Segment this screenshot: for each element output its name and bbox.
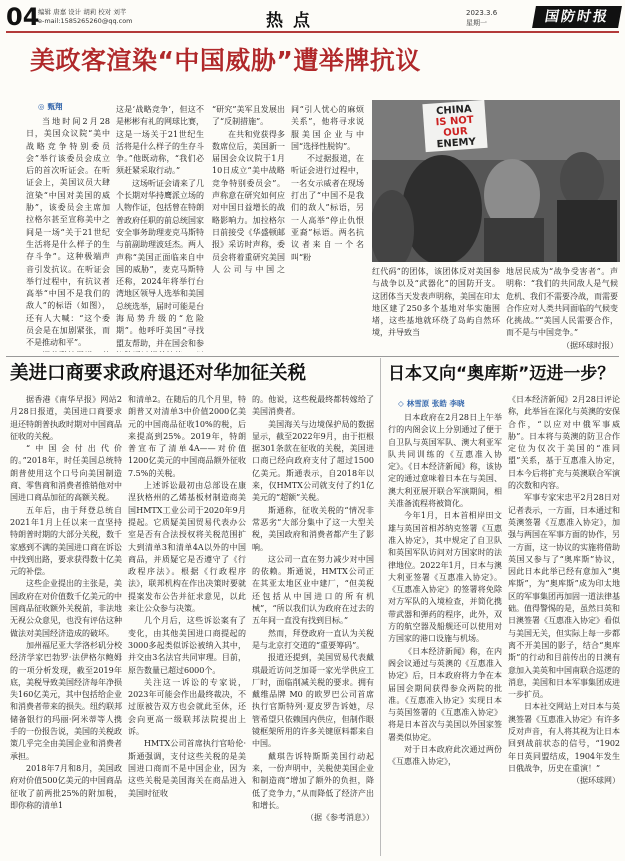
sign-line: IS NOT OUR: [435, 114, 475, 139]
editors-info: [38, 8, 133, 26]
paragraph: 2018年7月和8月，美国政府对价值500亿美元的中国商品征收了前两批25%的附加税，即你称的清单1: [10, 763, 122, 810]
paragraph: 在共和党获得多数席位后，美国新一届国会众议院于1月10日成立“美中战略竞争特别委员会”。声称意在研究如何应对中国日益增长的战略影响力。加拉格尔日前接受《华盛顿邮报》采访时声称，委员会将着重研究美国人公司与中国之间“引人忧心的麻烦关系”，他将寻求说服美国企业与中国“选择性脱钩”。: [212, 105, 364, 274]
sign-line: ENEMY: [436, 136, 477, 151]
paragraph: 这公司一直在努力减少对中国的依赖。斯通说，HMTX公司正在其亚太地区业中建厂，“但美税还包括从中国进口的所有机械”，“所以我们认为政府在过去的五年间一直没有找到目标。”: [252, 554, 374, 626]
paragraph: 五年后，由于拜登总统自2021年1月上任以来一直坚持特朗普时期的大部分关税，数千家感到不满的美国进口商在诉讼中找到出路，要求获得数十亿美元的补偿。: [10, 505, 122, 577]
article1-headline: 美政客渲染“中国威胁”遭举牌抗议: [30, 46, 421, 75]
paragraph: 的。他说，这些税最终都转嫁给了美国消费者。: [252, 395, 374, 417]
paragraph: 军事专家宋忠平2月28日对记者表示，一方面，日本通过和英澳签署《互惠准入协定》，加强与两国在军事方面的协作，另一方面，这一协议的实施将借助英国又参与了“奥库斯”协议，因此日本此举已经有意加入“奥库斯”，为“奥库斯”成为印太地区的军事集团再加固一道法律基础。值得警惕的是，虽然日英和日澳签署《互惠准入协定》看似与美国无关，但实际上每一步都离不开美国的影子，结合“奥库斯”的行动和目前传出的日澳有意加入美英和中国南联合巡逻的消息，美国和日本军事集团成进一步扩员。: [508, 493, 620, 700]
paragraph: 斯通称，征收关税的“情况非常恶劣”大部分集中了这一大型关税，美国政府和消费者都产生了影响。: [252, 505, 374, 552]
editors-line: 编辑 唐嘉 设计 胡莉 校对 刘芊: [38, 8, 127, 16]
paragraph: 《日本经济新闻》称，在内阁会议通过与英澳的《互惠准入协定》后，日本政府将力争在本届国会期间获得参众两院的批准。《互惠准入协定》实现日本与英国签署的《互惠准入协定》将是日本首次与美国以外国家签署类似协定。: [388, 646, 502, 742]
paragraph: 几个月后，这些诉讼案有了变化，由其他美国进口商提起的3000多起类似诉讼被纳入其中，并交由3名法官共同审理。目前，原告数量已超过6000个。: [128, 616, 246, 675]
paragraph: 据香港《南华早报》网站2月28日报道，美国进口商要求退还特朗普执政时期对中国商品征收的关税。: [10, 395, 122, 441]
paragraph: 戴琪告诉特斯斯美国行动起来，一份声明中，关税使美国企业和制造商“增加了额外的负担，降低了竞争力，”从而降低了经济产出和增长。: [252, 751, 374, 810]
article3-headline: 日本又向“奥库斯”迈进一步？: [388, 364, 615, 384]
article1-col1: [26, 116, 110, 352]
issue-date: 2023.3.6: [466, 9, 498, 17]
paragraph: 日本政府在2月28日上午举行的内阁会议上分别通过了便于自卫队与英国军队、澳大利亚军队共同训练的《互惠准入协定》。《日本经济新闻》称，该协定的通过意味着日本在与美国、澳大利亚展开联合军演期间，相关准备流程将被简化。: [388, 413, 502, 509]
paragraph: 然而，拜登政府一直认为关税是与北京打交道的“重要筹码”。: [252, 628, 374, 650]
paragraph: 和清单2。在随后的几个月里，特朗普又对清单3中价值2000亿美元的中国商品征收10%的税，后来提高到25%。2019年，特朗普宣布了清单4A——对价值1200亿美元的中国商品额外征收7.5%的关税。: [128, 395, 246, 478]
article2-col1: [10, 394, 122, 856]
paragraph: 这是‘战略竞争’，但这不是彬彬有礼的网球比赛，这是一场关于21世纪生活将是什么样子的生存斗争。”他既动称，“我们必须赶紧采取行动。”: [116, 105, 204, 176]
article3-authors: 林雪原 张皓 李晓: [406, 399, 465, 408]
byline-pin-icon: ◎: [38, 102, 45, 111]
article1-col2: [116, 104, 204, 352]
paragraph: 美国海关与边境保护局的数据显示，截至2022年9月，由于拒根据301条款在征收的关税，美国进口商已经向政府支付了超过1500亿美元。斯通表示，自2018年以来，仅HMTX公司就支付了约1亿美元的“超额”关税。: [252, 419, 374, 503]
middle-rule: [6, 356, 619, 357]
paragraph: 报道还提到，美国贸易代表戴琪最近访问芝加哥一家光学供应工厂时，面临削减关税的要求。拥有戴维品牌 M0 的欧罗巴公司首席执行官斯特列·夏皮罗告诉她，尽管希望只依赖国内供应，但制作眼镜框架所用的许多关键原料都来自中国。: [252, 653, 374, 749]
editor-email: e-mail:1585265260@qq.com: [38, 17, 133, 25]
paragraph: 对于日本政府此次通过两份《互惠准入协定》，: [388, 745, 502, 767]
article3-byline: [398, 398, 465, 409]
article1-col5: [506, 266, 618, 352]
protest-sign: [422, 100, 487, 152]
paragraph: 这些企业提出的主张是，美国政府在对价值数千亿美元的中国商品征收额外关税前，非法地无视公众意见，也没有评估这种做法对美国经济造成的破坏。: [10, 579, 122, 638]
paragraph: 今年1月，日本首相岸田文雄与英国首相苏纳克签署《互惠准入协定》，其中规定了自卫队和英国军队访问对方国家时的法律地位。2022年1月，日本与澳大利亚签署《互惠准入协定》。《互惠准入协定》的签署将免除对方军队的入境检查，并简化携带武器和弹药的程序，此外，双方的航空器及船舰还可以使用对方国家的港口设施与机场。: [388, 511, 502, 644]
paragraph: HMTX公司首席执行官哈伦·斯通强调，支付这些关税的是美国进口商而不是中国企业，因为这些关税是美国海关在商品进入美国时征收: [128, 739, 246, 798]
protest-photo-graphic: [372, 100, 620, 262]
masthead: [6, 4, 619, 34]
article2-headline: 美进口商要求政府退还对华加征关税: [10, 363, 307, 384]
article1-author: 甄翔: [47, 102, 63, 111]
paragraph: 地居民成为“战争受害者”。声明称：“我们的共同敌人是气候危机、我们不需要冷战，而需要合作应对人类共同面临的气候变化挑战。”“美国人民需要合作，而不是与中国竞争。”: [506, 267, 618, 338]
paragraph: 《日本经济新闻》2月28日评论称，此举旨在深化与英澳的安保合作，“以应对中俄军事威胁”。日本将与英澳的防卫合作定位为仅次于美国的“准同盟”关系，基于互惠准入协定，日本今后将扩充与英澳联合军演的次数和内容。: [508, 395, 620, 491]
paragraph: 关注这一诉讼的专家说，2023年可能会作出最终裁决，不过原被告双方也会就此至休，还会向更高一级联邦法院提出上诉。: [128, 677, 246, 737]
top-rule: [6, 31, 619, 33]
article2-source: （据《参考消息》）: [306, 813, 374, 823]
section-name: 热点: [266, 11, 320, 31]
date-block: [466, 8, 497, 28]
paragraph: 上述诉讼最初由总部设在康涅狄格州的乙烯基板材制造商美国HMTX工业公司于2020年9月提起。它质疑美国贸易代表办公室是否有合法授权将关税范围扩大到清单3和清单4A以外的中国商品，并质疑它是否遵守了《行政程序法》。根据《行政程序法》，联邦机构在作出决策时要就提案发布公告并征求意见，以此来让公众参与决策。: [128, 481, 246, 614]
paragraph: 当地时间2月28日，美国众议院“美中战略竞争特别委员会”举行该委员会成立后的首次听证会。在听证会上，美国议员大肆渲染“中国对美国的威胁”，该委员会主席加拉格尔甚至宣称美中之间是一场“关于21世纪生活将是什么样子的生存斗争”。这种极端声音引发抗议。在听证会举行过程中，有抗议者高举“中国不是我们的敌人”的标语（如图），还有人大喊：“这个委员会是在加剧紧张，而不是推动和平”。: [26, 117, 110, 348]
paragraph: [26, 350, 110, 352]
column-divider: [380, 358, 381, 856]
article1-source: （据环球时报）: [562, 340, 618, 350]
article1-col4: [372, 266, 500, 352]
article1-byline: [38, 101, 63, 112]
article1-col3: [212, 104, 364, 352]
paragraph: 加州福尼亚大学洛杉矶分校经济学家巴勃罗·法伊格尔鲍姆的一项分析发现，截至2019年底，美税导致美国经济每年净损失160亿美元，其中包括给企业和消费者带来的损失。纽约联邦储备银行的玛丽·阿米蒂等人携手的一份报告说，美国的关税政策几乎完全由美国企业和消费者承担。: [10, 640, 122, 761]
article2-col2: [128, 394, 246, 856]
page-number: 04: [6, 3, 40, 31]
protest-photo: [372, 100, 620, 262]
paragraph: 这场听证会请来了几个长期对华持鹰派立场的人物作证，包括曾在特朗普政府任职的前总统国家安全事务助理麦克马斯特与前副助理波廷杰。两人声称“美国正面临来自中国的威胁”，麦克马斯特还称，2024年将举行台湾地区领导人选举和美国总统选举，届时可能是台海局势升级的“危险期”。他呼吁美国“寻找盟友帮助，并在国会和参: [116, 178, 204, 348]
paragraph: “中国会付出代价的。”2018年，时任美国总统特朗普使用这个口号向美国制造商、零售商和消费者推销他对中国进口商品加征的高额关税。: [10, 444, 122, 503]
issue-weekday: 星期一: [466, 19, 487, 27]
article3-col2: [508, 394, 620, 856]
article3-col1: [388, 412, 502, 856]
paragraph: 不过据报道，在听证会进行过程中，一名女示威者在现场打出了“中国不是我们的敌人”标语，另一人高举“停止仇恨亚裔”标语。两名抗议者来自一个名叫“粉: [291, 154, 364, 262]
article3-source: （据环球网）: [572, 776, 620, 786]
paragraph: 日本社交网站上对日本与英澳签署《互惠准入协定》有许多反对声音，有人将其视为让日本回到战前状态的信号，“1902年日英同盟结成，1904年发生日俄战争，历史在重演！”: [508, 702, 620, 773]
newspaper-logo: 国防时报: [532, 6, 622, 28]
paragraph: “研究”美军且发展出了“反制措施”。: [212, 105, 285, 127]
byline-pin-icon: ◇: [398, 399, 404, 408]
article2-col3: [252, 394, 374, 856]
sign-line: CHINA: [435, 103, 473, 118]
paragraph: 红代码”的团体，该团体反对美国参与战争以及“武器化”的国防开支。这团体当天发表声明称，美国在印太地区建了250多个基地对华实施围堵，这些基地就环绕了岛屿自然环境，并导致当: [372, 267, 500, 338]
